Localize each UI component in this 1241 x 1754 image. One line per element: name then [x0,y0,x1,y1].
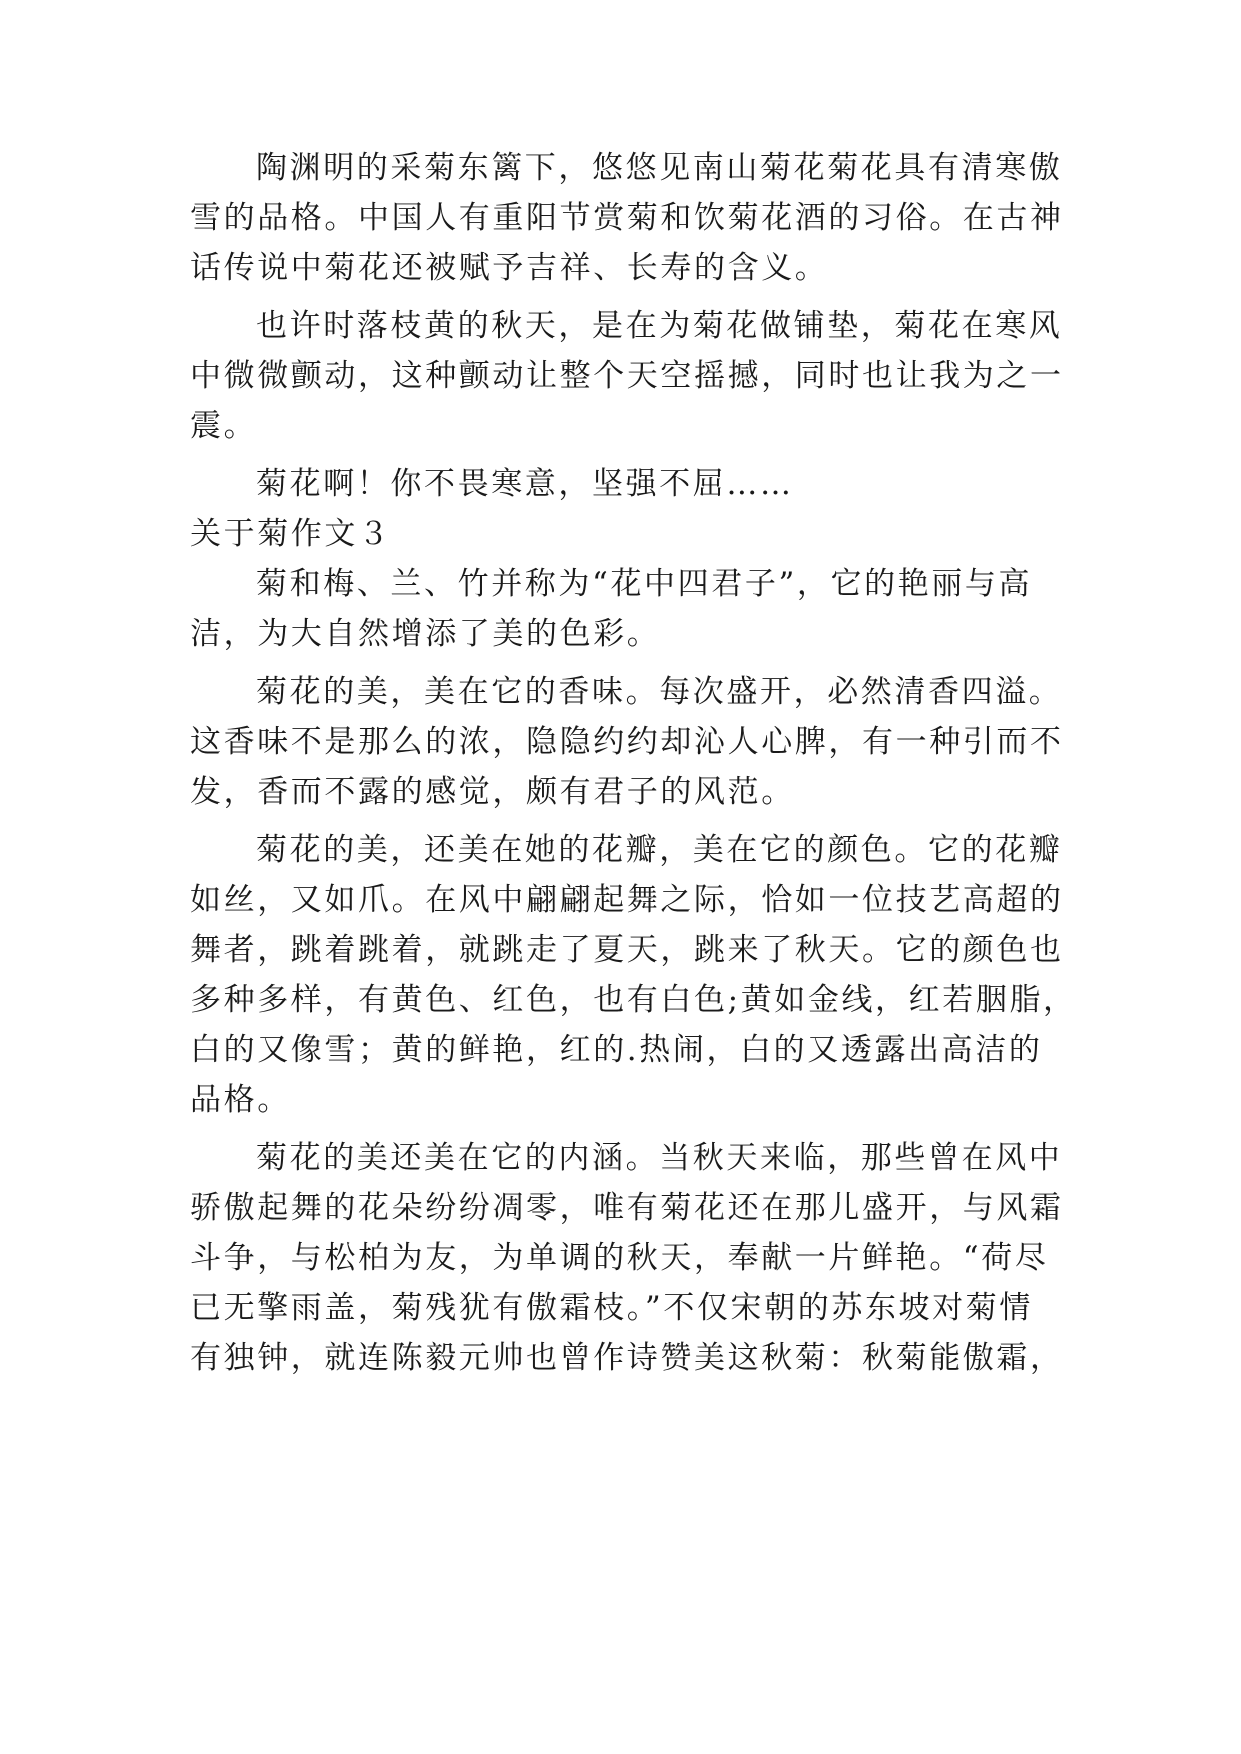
paragraph-line: 白的又像雪；黄的鲜艳，红的.热闹，白的又透露出高洁的 [190,1032,1043,1068]
paragraph-line: 菊花啊！你不畏寒意，坚强不屈…… [256,466,794,502]
paragraph-line: 这香味不是那么的浓，隐隐约约却沁人心脾，有一种引而不 [190,724,1064,760]
paragraph-line: 菊花的美，还美在她的花瓣，美在它的颜色。它的花瓣 [256,832,1063,868]
paragraph-line: 菊和梅、兰、竹并称为“花中四君子”，它的艳丽与高 [256,566,1033,602]
paragraph-line: 菊花的美还美在它的内涵。当秋天来临，那些曾在风中 [256,1140,1063,1176]
paragraph-line: 菊花的美，美在它的香味。每次盛开，必然清香四溢。 [256,674,1063,710]
paragraph-line: 舞者，跳着跳着，就跳走了夏天，跳来了秋天。它的颜色也 [190,932,1064,968]
paragraph-line: 如丝，又如爪。在风中翩翩起舞之际，恰如一位技艺高超的 [190,882,1064,918]
paragraph-line: 多种多样，有黄色、红色，也有白色;黄如金线，红若胭脂， [190,982,1077,1018]
section-heading: 关于菊作文３ [190,516,392,552]
paragraph-line: 震。 [190,408,258,444]
paragraph-line: 话传说中菊花还被赋予吉祥、长寿的含义。 [190,250,829,286]
paragraph-line: 雪的品格。中国人有重阳节赏菊和饮菊花酒的习俗。在古神 [190,200,1064,236]
paragraph-line: 有独钟，就连陈毅元帅也曾作诗赞美这秋菊：秋菊能傲霜， [190,1340,1064,1376]
paragraph-line: 骄傲起舞的花朵纷纷凋零，唯有菊花还在那儿盛开，与风霜 [190,1190,1064,1226]
paragraph-line: 陶渊明的采菊东篱下，悠悠见南山菊花菊花具有清寒傲 [256,150,1063,186]
paragraph-line: 洁，为大自然增添了美的色彩。 [190,616,661,652]
paragraph-line: 已无擎雨盖，菊残犹有傲霜枝。”不仅宋朝的苏东坡对菊情 [190,1290,1033,1326]
paragraph-line: 品格。 [190,1082,291,1118]
paragraph-line: 中微微颤动，这种颤动让整个天空摇撼，同时也让我为之一 [190,358,1064,394]
paragraph-line: 斗争，与松柏为友，为单调的秋天，奉献一片鲜艳。“荷尽 [190,1240,1049,1276]
paragraph-line: 也许时落枝黄的秋天，是在为菊花做铺垫，菊花在寒风 [256,308,1063,344]
paragraph-line: 发，香而不露的感觉，颇有君子的风范。 [190,774,795,810]
